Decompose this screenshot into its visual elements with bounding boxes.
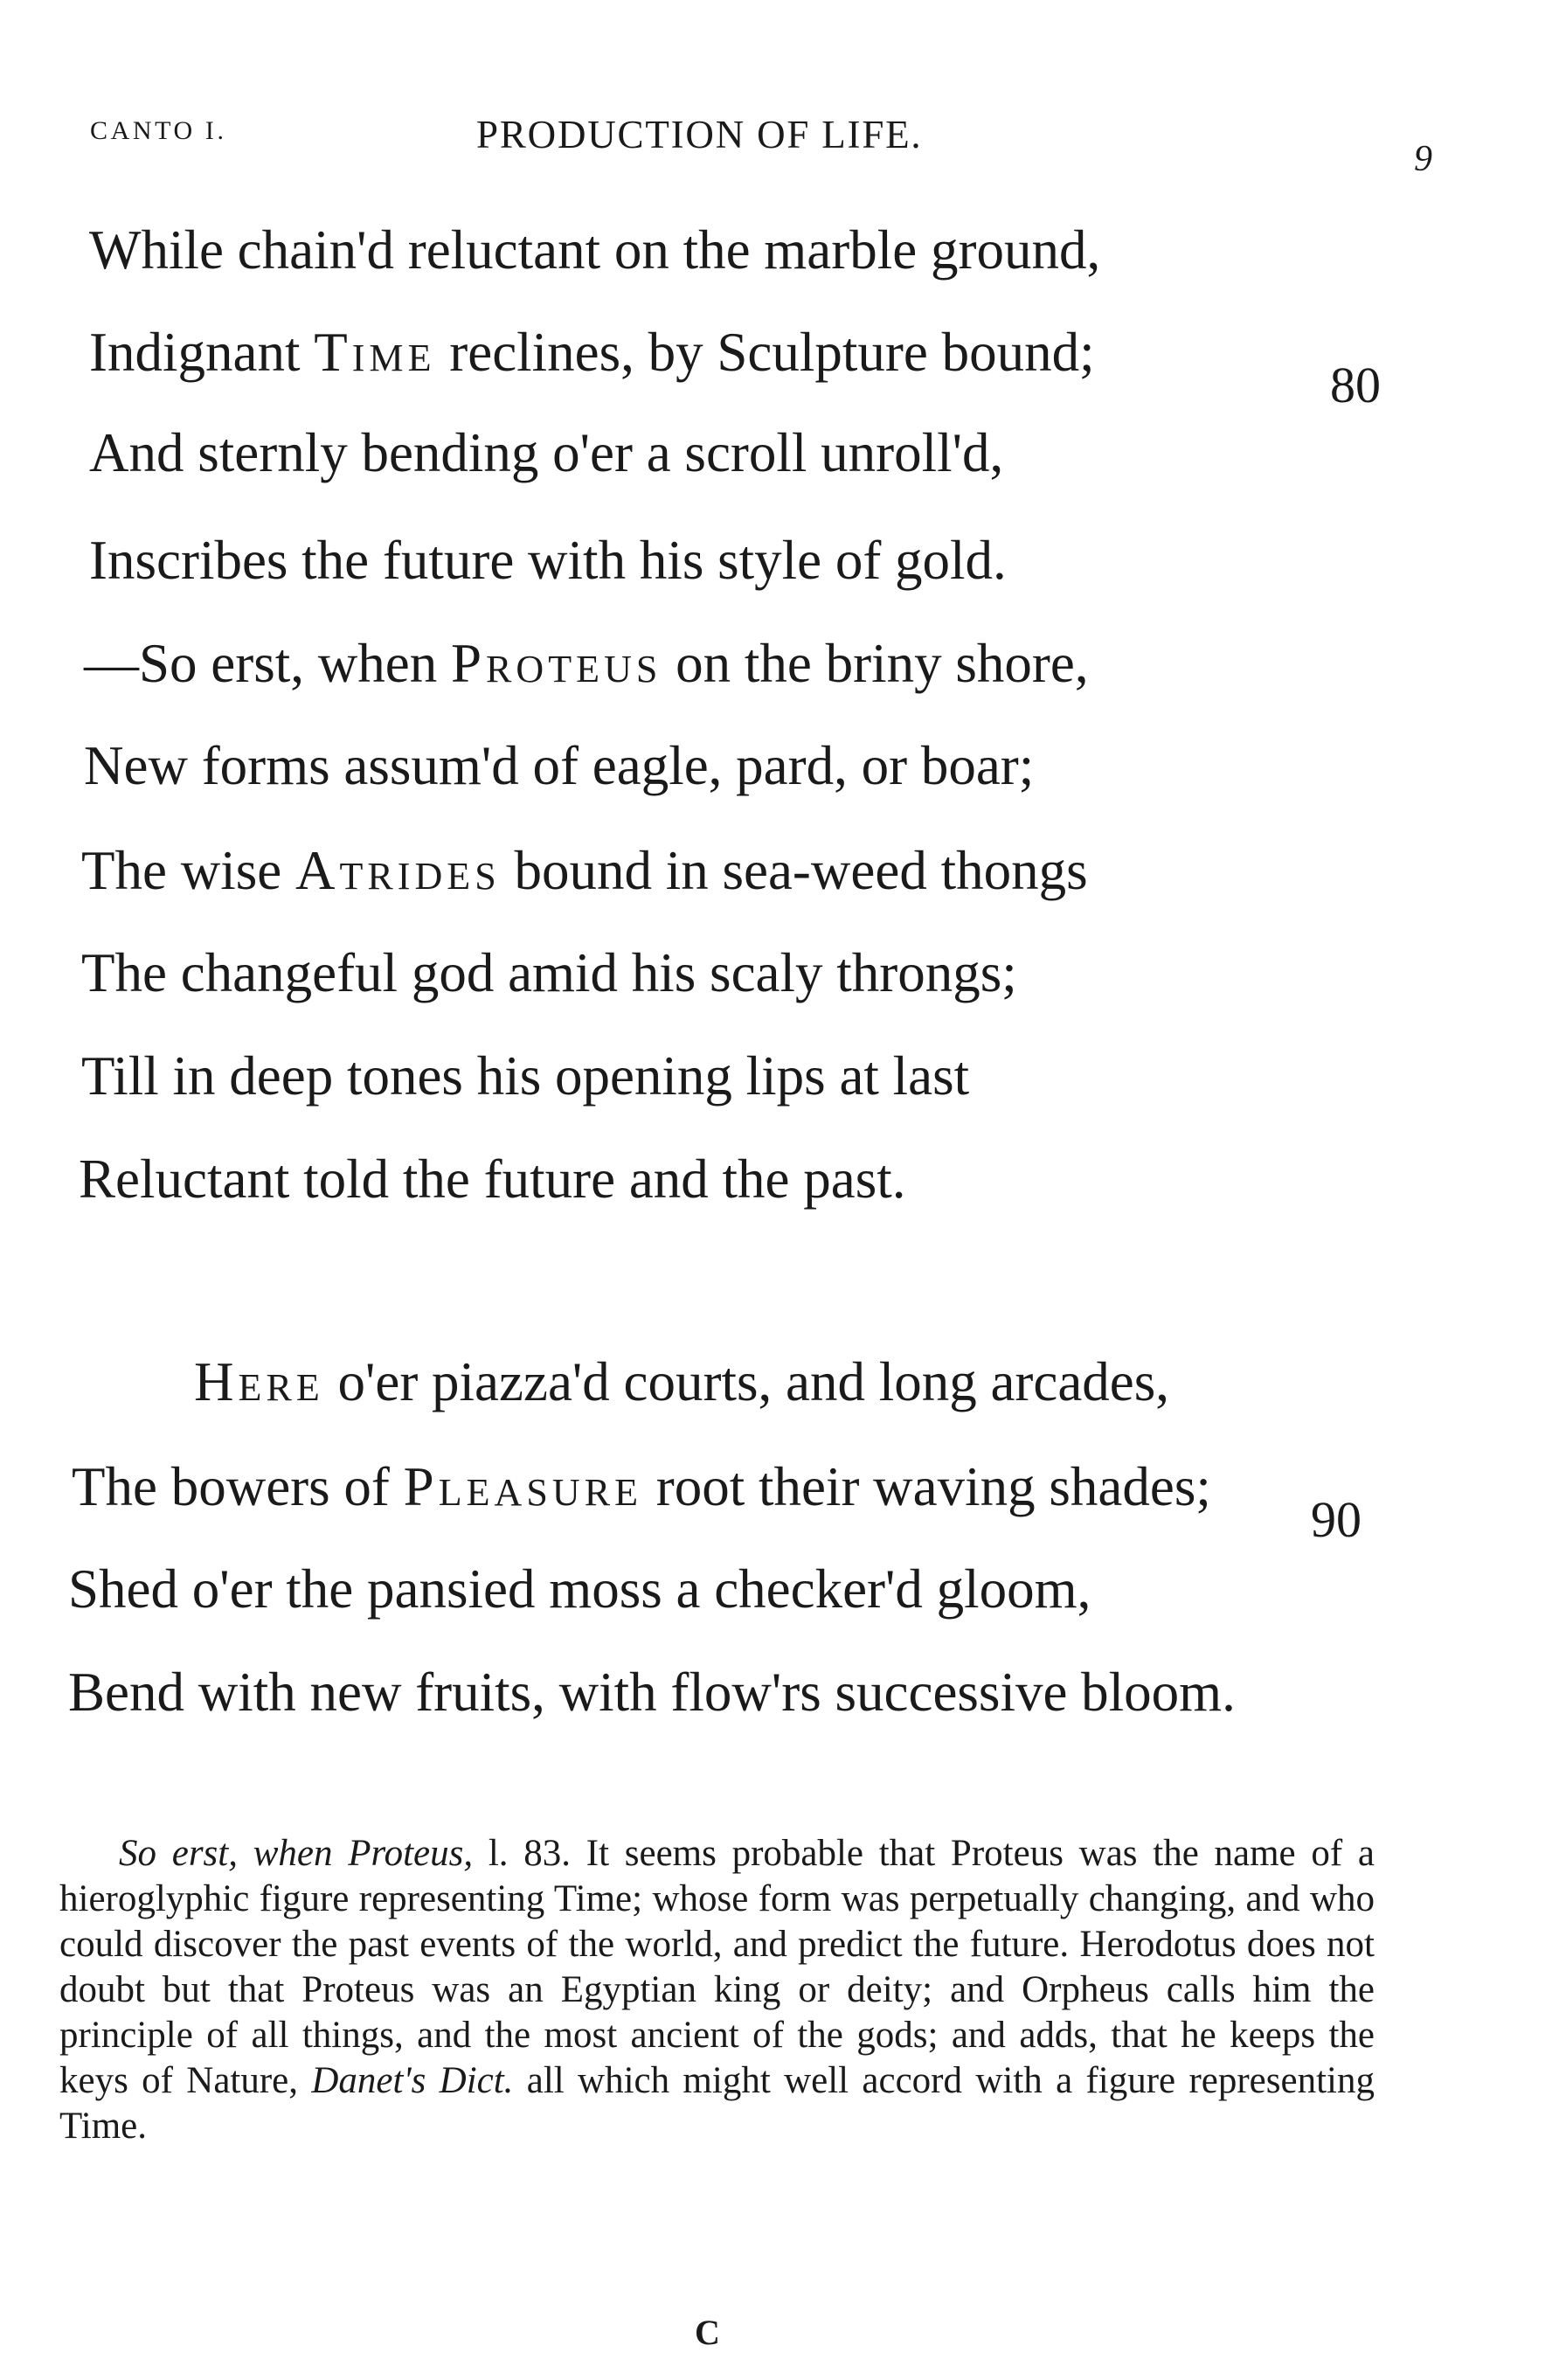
verse-line: Inscribes the future with his style of gold.: [89, 530, 1007, 591]
verse-line: Reluctant told the future and the past.: [79, 1148, 906, 1210]
verse-line: —So erst, when Proteus on the briny shore,: [84, 633, 1089, 694]
verse-line: Here o'er piazza'd courts, and long arcades,: [194, 1351, 1170, 1412]
verse-line: Bend with new fruits, with flow'rs successive bloom.: [68, 1662, 1236, 1723]
verse-line: The bowers of Pleasure root their waving shades;: [72, 1456, 1211, 1517]
verse-line: Shed o'er the pansied moss a checker'd gloom,: [68, 1558, 1091, 1620]
verse-line: Indignant Time reclines, by Sculpture bound;: [89, 322, 1095, 383]
line-number: 90: [1311, 1491, 1362, 1548]
verse-line: The wise Atrides bound in sea-weed thongs: [81, 840, 1088, 901]
verse-line: While chain'd reluctant on the marble ground,: [89, 219, 1101, 281]
footnote-line-ref: l. 83.: [473, 1833, 572, 1874]
footnote-text: It seems probable that Proteus was the name of a hieroglyphic figure representing Time; whose form was perpetually changing, and who could discover the past events of the world, and predict the future. Herodotus does not doubt but that Proteus was an Egyptian king or deity; and Orpheus calls him the principle of all things, and the most ancient of the gods; and adds, that he keeps the keys of Nature,: [59, 1833, 1375, 2101]
page-number: 9: [1414, 139, 1432, 179]
verse-line: New forms assum'd of eagle, pard, or boar;: [84, 735, 1035, 796]
footnote-text: all which might well accord with a figure representing Time.: [59, 2060, 1375, 2147]
running-head-title: PRODUCTION OF LIFE.: [476, 113, 923, 156]
verse-line: The changeful god amid his scaly throngs;: [81, 942, 1017, 1003]
verse-line: Till in deep tones his opening lips at last: [81, 1045, 970, 1107]
running-head-canto: CANTO I.: [90, 116, 227, 145]
signature-mark: C: [695, 2313, 720, 2352]
verse-line: And sternly bending o'er a scroll unroll'd,: [89, 422, 1004, 483]
footnote: [59, 1831, 1375, 2149]
footnote-citation: Danet's Dict.: [311, 2060, 514, 2101]
line-number: 80: [1330, 357, 1381, 413]
footnote-reference: So erst, when Proteus,: [119, 1833, 474, 1874]
